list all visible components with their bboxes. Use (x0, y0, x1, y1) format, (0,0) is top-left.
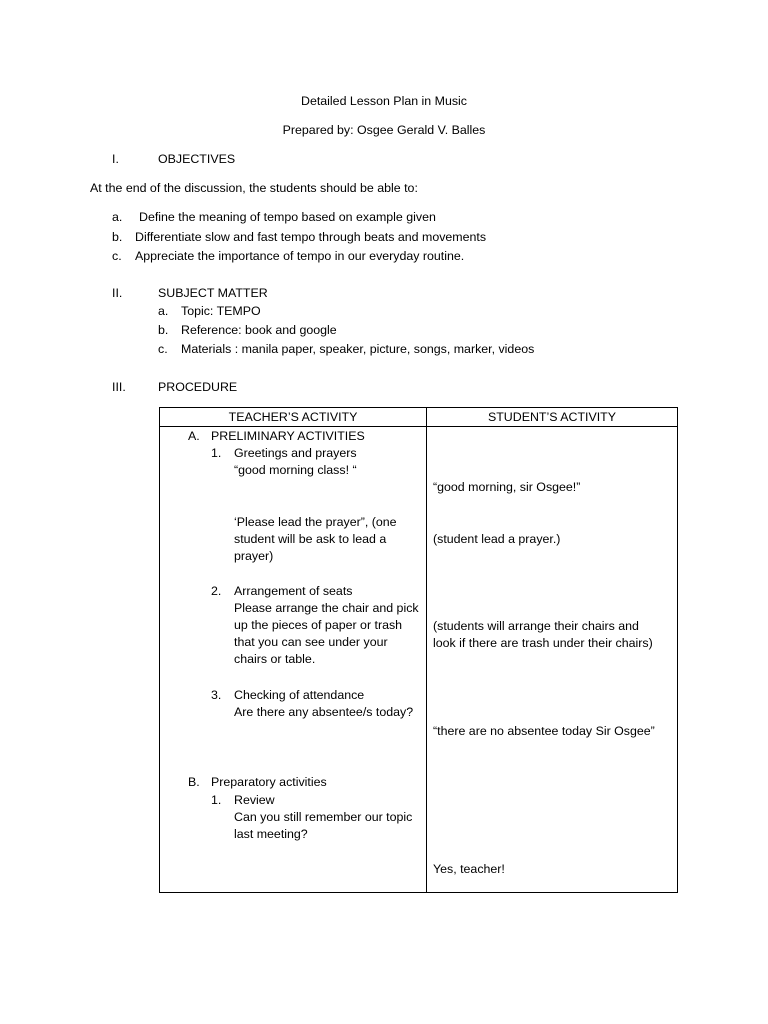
subject-marker: a. (158, 304, 169, 318)
student-response: “good morning, sir Osgee!” (433, 480, 581, 494)
step-title: Checking of attendance (234, 688, 365, 702)
objectives-heading: OBJECTIVES (158, 152, 236, 166)
procedure-numeral: III. (112, 380, 126, 394)
teacher-activity-header: TEACHER’S ACTIVITY (160, 408, 427, 427)
student-activity-cell (427, 427, 678, 893)
teacher-line: Please arrange the chair and pick (234, 601, 419, 615)
step-title: Arrangement of seats (234, 584, 353, 598)
teacher-line: up the pieces of paper or trash (234, 618, 403, 632)
section-title: PRELIMINARY ACTIVITIES (211, 429, 365, 443)
student-response: (students will arrange their chairs and (433, 619, 639, 633)
subject-marker: b. (158, 323, 169, 337)
step-title: Review (234, 793, 275, 807)
procedure-table (159, 407, 678, 893)
teacher-line: prayer) (234, 549, 274, 563)
subject-item: Topic: TEMPO (181, 304, 261, 318)
section-title: Preparatory activities (211, 775, 327, 789)
objective-item: Differentiate slow and fast tempo through beats and movements (135, 230, 487, 244)
step-marker: 2. (211, 584, 222, 598)
student-response: (student lead a prayer.) (433, 532, 561, 546)
objective-marker: c. (112, 249, 122, 263)
step-title: Greetings and prayers (234, 446, 357, 460)
teacher-line: Are there any absentee/s today? (234, 705, 414, 719)
subject-item: Reference: book and google (181, 323, 337, 337)
objectives-intro: At the end of the discussion, the students should be able to: (90, 181, 418, 195)
prepared-by: Prepared by: Osgee Gerald V. Balles (282, 123, 486, 137)
student-activity-header: STUDENT’S ACTIVITY (427, 408, 678, 427)
student-response: Yes, teacher! (433, 862, 505, 876)
procedure-heading: PROCEDURE (158, 380, 238, 394)
teacher-line: chairs or table. (234, 652, 316, 666)
teacher-line: ‘Please lead the prayer”, (one (234, 515, 397, 529)
student-response: look if there are trash under their chairs) (433, 636, 653, 650)
student-response: “there are no absentee today Sir Osgee” (433, 724, 655, 738)
document-title: Detailed Lesson Plan in Music (301, 94, 467, 108)
subject-marker: c. (158, 342, 168, 356)
step-marker: 3. (211, 688, 222, 702)
section-marker: B. (188, 775, 200, 789)
teacher-line: last meeting? (234, 827, 308, 841)
table-row (160, 427, 678, 893)
subject-matter-heading: SUBJECT MATTER (158, 286, 268, 300)
table-header-row (160, 408, 678, 427)
subject-matter-numeral: II. (112, 286, 123, 300)
objective-marker: a. (112, 210, 123, 224)
section-marker: A. (188, 429, 200, 443)
objective-item: Define the meaning of tempo based on example given (139, 210, 436, 224)
subject-item: Materials : manila paper, speaker, picture, songs, marker, videos (181, 342, 535, 356)
step-marker: 1. (211, 793, 222, 807)
teacher-line: “good morning class! “ (234, 463, 357, 477)
objective-item: Appreciate the importance of tempo in our everyday routine. (135, 249, 465, 263)
teacher-activity-cell (160, 427, 427, 893)
teacher-line: student will be ask to lead a (234, 532, 387, 546)
teacher-line: that you can see under your (234, 635, 388, 649)
objectives-numeral: I. (112, 152, 119, 166)
objective-marker: b. (112, 230, 123, 244)
step-marker: 1. (211, 446, 222, 460)
teacher-line: Can you still remember our topic (234, 810, 413, 824)
